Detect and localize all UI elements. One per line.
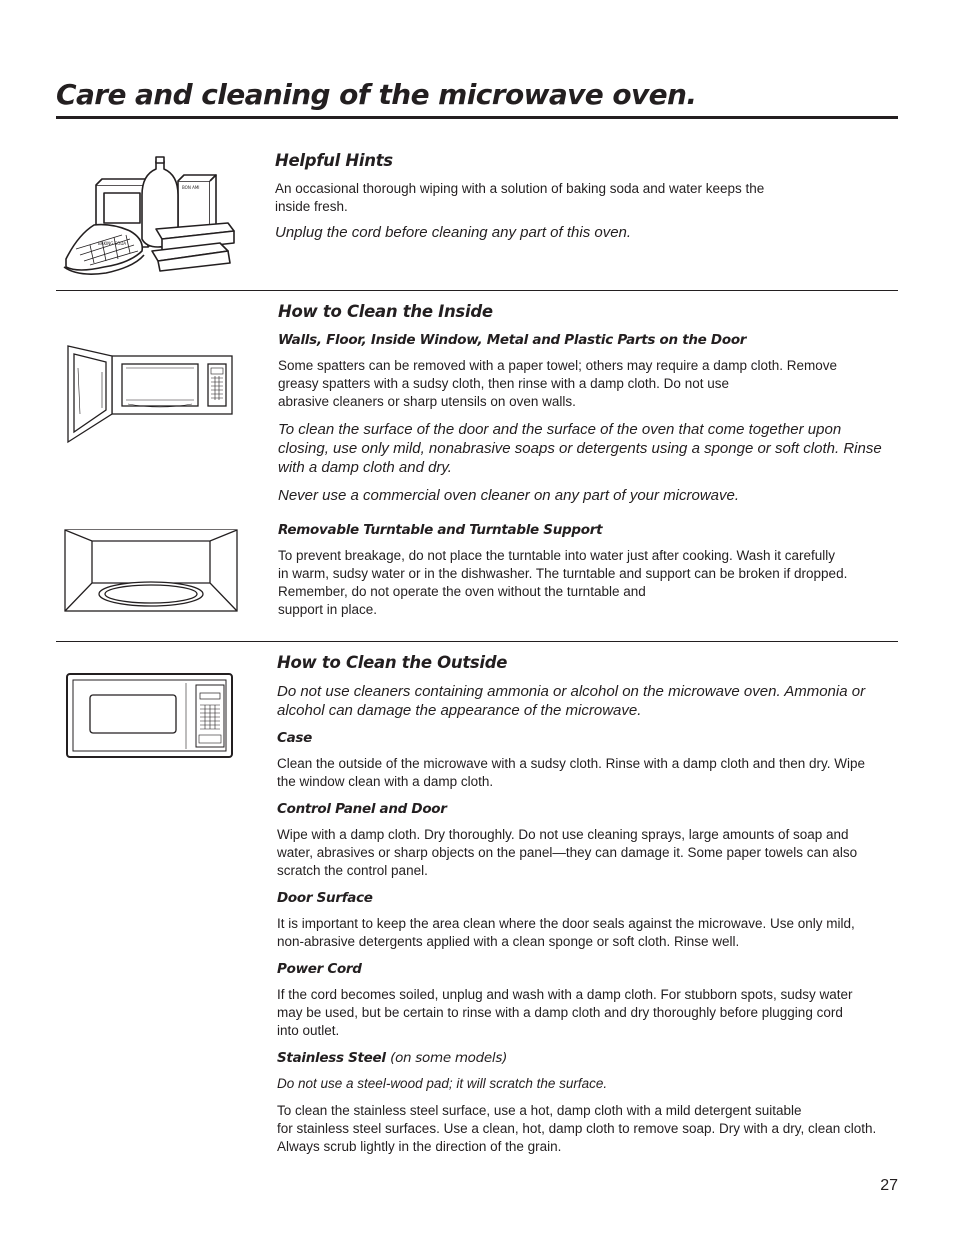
turntable-subheading: Removable Turntable and Turntable Support — [278, 522, 603, 538]
text-line: non-abrasive detergents applied with a clean sponge or soft cloth. Rinse well. — [277, 934, 740, 949]
cleanser-label: BON AMI — [182, 185, 200, 190]
helpful-hints-heading: Helpful Hints — [275, 151, 393, 170]
text-line: the window clean with a damp cloth. — [277, 774, 494, 789]
stainless-steel-model-note: (on some models) — [390, 1050, 508, 1066]
outside-heading: How to Clean the Outside — [277, 653, 508, 672]
text-line: It is important to keep the area clean where the door seals against the microwave. Use only mild, — [277, 916, 855, 931]
stainless-steel-text — [277, 1102, 898, 1156]
unplug-warning: Unplug the cord before cleaning any part of this oven. — [275, 224, 632, 241]
text-line: Do not use cleaners containing ammonia or alcohol on the microwave oven. Ammonia or — [277, 683, 866, 700]
stainless-steel-subheading — [277, 1050, 898, 1066]
text-line: in warm, sudsy water or in the dishwasher. The turntable and support can be broken if dropped. — [278, 566, 848, 581]
text-line: Wipe with a damp cloth. Dry thoroughly. Do not use cleaning sprays, large amounts of soap and — [277, 827, 849, 842]
text-line: support in place. — [278, 602, 378, 617]
case-text — [277, 755, 898, 791]
door-surface-text — [277, 915, 898, 951]
section-divider — [56, 290, 898, 291]
ammonia-warning — [277, 682, 898, 720]
control-panel-text — [277, 826, 898, 880]
helpful-hints-section — [275, 151, 835, 242]
text-line: abrasive cleaners or sharp utensils on oven walls. — [278, 394, 576, 409]
outside-section — [277, 653, 898, 1156]
open-microwave-illustration — [66, 344, 234, 444]
inside-section — [278, 302, 898, 619]
text-line: for stainless steel surfaces. Use a clean, hot, damp cloth to remove soap. Dry with a dry, clean cloth. — [277, 1121, 877, 1136]
control-panel-subheading: Control Panel and Door — [277, 801, 447, 817]
cleaning-supplies-illustration — [60, 155, 242, 277]
text-line: Remember, do not operate the oven without the turntable and — [278, 584, 646, 599]
page-number: 27 — [880, 1177, 898, 1194]
walls-text — [278, 357, 898, 411]
steel-wool-warning: Do not use a steel-wood pad; it will scratch the surface. — [277, 1076, 608, 1091]
text-line: If the cord becomes soiled, unplug and wash with a damp cloth. For stubborn spots, sudsy water — [277, 987, 853, 1002]
text-line: into outlet. — [277, 1023, 340, 1038]
door-surface-subheading: Door Surface — [277, 890, 373, 906]
text-line: An occasional thorough wiping with a solution of baking soda and water keeps the — [275, 181, 765, 196]
text-line: Clean the outside of the microwave with a sudsy cloth. Rinse with a damp cloth and then dry. Wipe — [277, 756, 866, 771]
text-line: greasy spatters with a sudsy cloth, then rinse with a damp cloth. Do not use — [278, 376, 729, 391]
turntable-text — [278, 547, 898, 619]
text-line: To clean the surface of the door and the surface of the oven that come together upon — [278, 421, 842, 438]
door-surface-caution — [278, 420, 898, 477]
stainless-steel-title: Stainless Steel — [277, 1050, 386, 1066]
page-title: Care and cleaning of the microwave oven. — [56, 78, 697, 111]
power-cord-subheading: Power Cord — [277, 961, 362, 977]
text-line: inside fresh. — [275, 199, 348, 214]
text-line: To prevent breakage, do not place the turntable into water just after cooking. Wash it carefully — [278, 548, 836, 563]
inside-heading: How to Clean the Inside — [278, 302, 493, 321]
case-subheading: Case — [277, 730, 313, 746]
baking-soda-label: BAKING SODA — [98, 241, 127, 246]
title-divider — [56, 116, 898, 119]
text-line: alcohol can damage the appearance of the microwave. — [277, 702, 642, 719]
helpful-hints-text — [275, 180, 835, 216]
walls-subheading: Walls, Floor, Inside Window, Metal and Plastic Parts on the Door — [278, 332, 747, 348]
power-cord-text — [277, 986, 898, 1040]
text-line: scratch the control panel. — [277, 863, 428, 878]
text-line: closing, use only mild, nonabrasive soaps or detergents using a sponge or soft cloth. Rinse — [278, 440, 882, 457]
text-line: may be used, but be certain to rinse with a damp cloth and dry thoroughly before plugging cord — [277, 1005, 843, 1020]
turntable-illustration — [64, 529, 238, 613]
oven-cleaner-warning: Never use a commercial oven cleaner on any part of your microwave. — [278, 487, 740, 504]
section-divider — [56, 641, 898, 642]
text-line: To clean the stainless steel surface, use a hot, damp cloth with a mild detergent suitable — [277, 1103, 802, 1118]
text-line: Some spatters can be removed with a paper towel; others may require a damp cloth. Remove — [278, 358, 838, 373]
text-line: Always scrub lightly in the direction of the grain. — [277, 1139, 562, 1154]
closed-microwave-illustration — [66, 673, 234, 759]
text-line: with a damp cloth and dry. — [278, 459, 452, 476]
text-line: water, abrasives or sharp objects on the panel—they can damage it. Some paper towels can also — [277, 845, 858, 860]
